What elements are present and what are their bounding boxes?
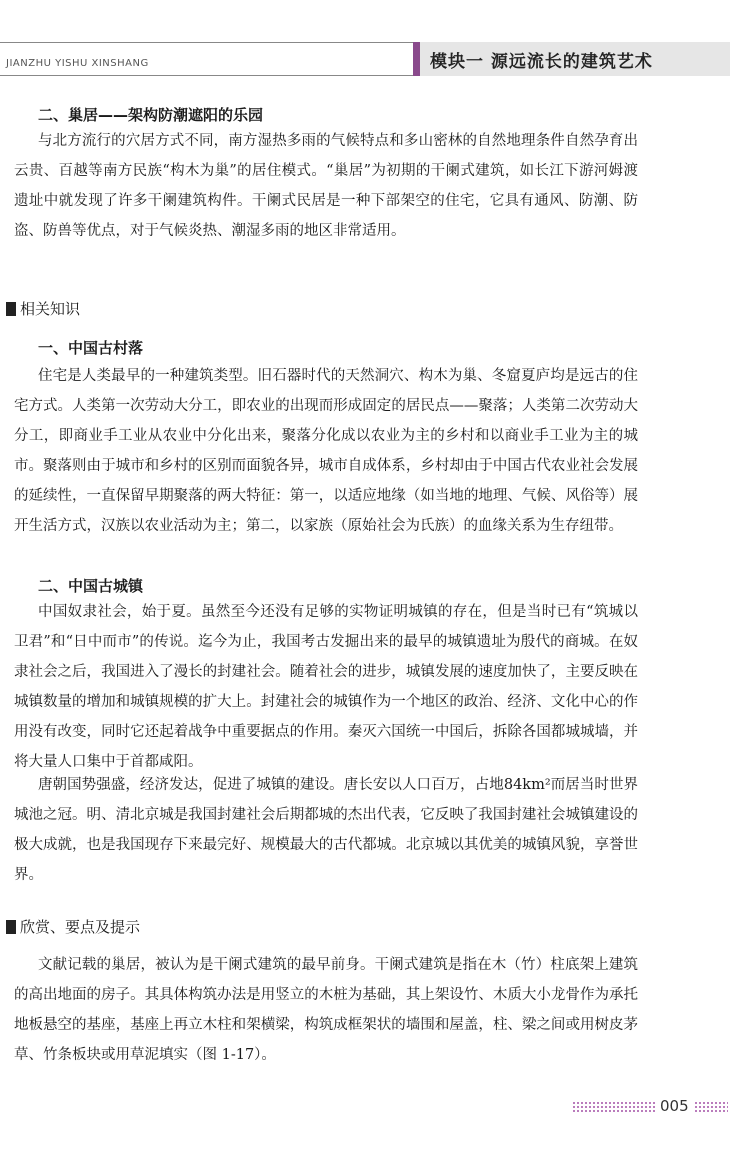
nest-paragraph: 与北方流行的穴居方式不同，南方湿热多雨的气候特点和多山密林的自然地理条件自然孕育出云贵、百越等南方民族“构木为巢”的居住模式。“巢居”为初期的干阑式建筑，如长江下游河姆渡遗址中就发现了许多干阑建筑构件。干阑式民居是一种下部架空的住宅，它具有通风、防潮、防盗、防兽等优点，对于气候炎热、潮湿多雨的地区非常适用。	[14, 133, 638, 239]
book-series-title: JIANZHU YISHU XINSHANG	[6, 58, 149, 69]
page-footer	[570, 1095, 730, 1117]
section-marker-icon	[6, 920, 16, 934]
footer-dots-right	[694, 1101, 728, 1113]
header-module-band	[420, 42, 730, 76]
footer-dots-left	[572, 1101, 657, 1113]
section-marker-icon	[6, 302, 16, 316]
related-knowledge-label: 相关知识	[20, 300, 81, 318]
header-accent-bar	[413, 42, 420, 76]
appreciation-label: 欣赏、要点及提示	[20, 918, 141, 936]
village-heading: 一、中国古村落	[38, 339, 144, 357]
page-number: 005	[660, 1097, 689, 1115]
related-knowledge-heading	[6, 298, 80, 319]
module-title: 模块一 源远流长的建筑艺术	[430, 51, 653, 72]
appreciation-paragraph: 文献记载的巢居，被认为是干阑式建筑的最早前身。干阑式建筑是指在木（竹）柱底架上建筑的高出地面的房子。其具体构筑办法是用竖立的木桩为基础，其上架设竹、木质大小龙骨作为承托地板悬空的基座，基座上再立木柱和架横梁，构筑成框架状的墙围和屋盖，柱、梁之间或用树皮茅草、竹条板块或用草泥填实（图 1-17）。	[14, 957, 638, 1063]
appreciation-heading	[6, 916, 140, 937]
town-heading: 二、中国古城镇	[38, 577, 144, 595]
village-paragraph: 住宅是人类最早的一种建筑类型。旧石器时代的天然洞穴、构木为巢、冬窟夏庐均是远古的住宅方式。人类第一次劳动大分工，即农业的出现而形成固定的居民点——聚落；人类第二次劳动大分工，即商业手工业从农业中分化出来，聚落分化成以农业为主的乡村和以商业手工业为主的城市。聚落则由于城市和乡村的区别而面貌各异，城市自成体系，乡村却由于中国古代农业社会发展的延续性，一直保留早期聚落的两大特征：第一，以适应地缘（如当地的地理、气候、风俗等）展开生活方式，汉族以农业活动为主；第二，以家族（原始社会为氏族）的血缘关系为生存纽带。	[14, 368, 638, 534]
town-paragraph-2: 唐朝国势强盛，经济发达，促进了城镇的建设。唐长安以人口百万，占地84km²而居当时世界城池之冠。明、清北京城是我国封建社会后期都城的杰出代表，它反映了我国封建社会城镇建设的极大成就，也是我国现存下来最完好、规模最大的古代都城。北京城以其优美的城镇风貌，享誉世界。	[14, 777, 638, 883]
nest-heading: 二、巢居——架构防潮遮阳的乐园	[38, 106, 264, 124]
page-header	[0, 42, 730, 76]
town-paragraph-1: 中国奴隶社会，始于夏。虽然至今还没有足够的实物证明城镇的存在，但是当时已有“筑城以卫君”和“日中而市”的传说。迄今为止，我国考古发掘出来的最早的城镇遗址为殷代的商城。在奴隶社会之后，我国进入了漫长的封建社会。随着社会的进步，城镇发展的速度加快了，主要反映在城镇数量的增加和城镇规模的扩大上。封建社会的城镇作为一个地区的政治、经济、文化中心的作用没有改变，同时它还起着战争中重要据点的作用。秦灭六国统一中国后，拆除各国都城城墙，并将大量人口集中于首都咸阳。	[14, 604, 638, 770]
